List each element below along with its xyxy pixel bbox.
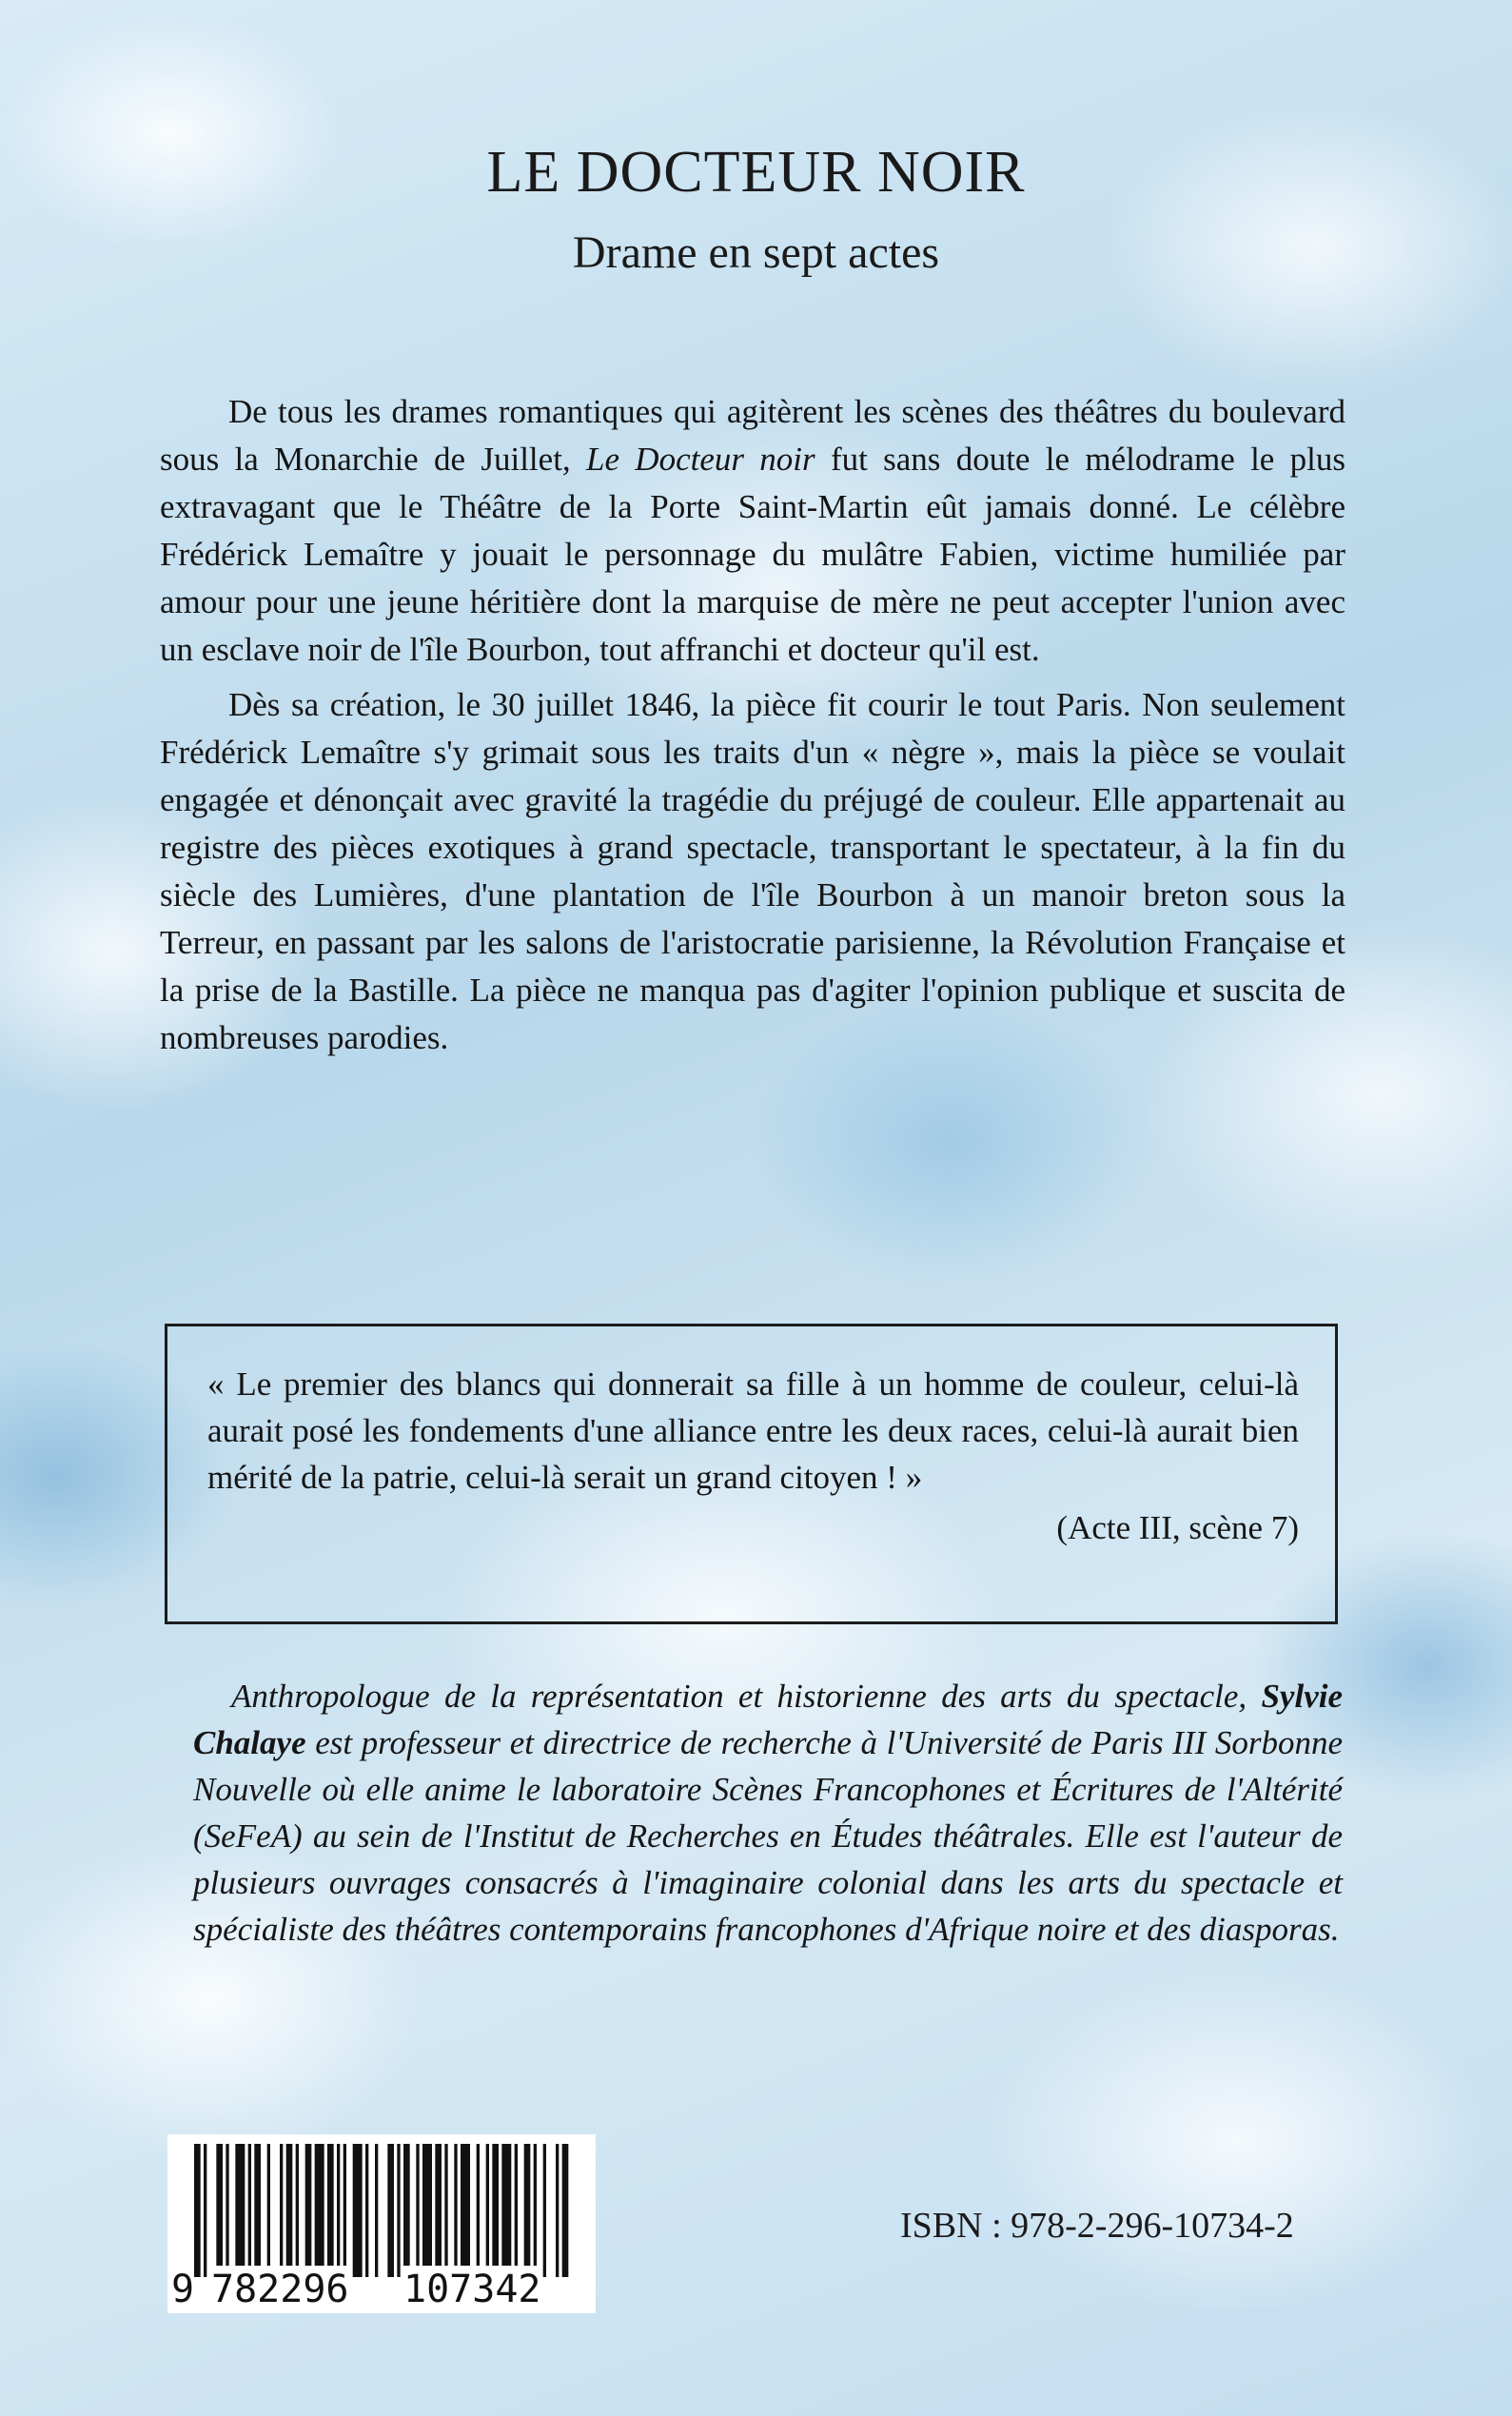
author-name: Sylvie Chalaye <box>193 1678 1343 1761</box>
barcode-bar <box>444 2144 447 2277</box>
play-title-reference: Le Docteur noir <box>585 441 815 478</box>
barcode-bar <box>501 2144 511 2277</box>
book-title: LE DOCTEUR NOIR <box>486 140 1026 205</box>
barcode-bar <box>337 2144 340 2277</box>
barcode-bar <box>267 2144 270 2277</box>
barcode-bar <box>534 2144 537 2277</box>
barcode-bar <box>397 2144 400 2277</box>
barcode-bar <box>235 2144 245 2277</box>
barcode-bar <box>204 2144 206 2277</box>
quote-text: « Le premier des blancs qui donnerait sa fille à un homme de couleur, celui-là aurait posé les fondements d'une alliance entre les deux races, celui-là aurait bien mérité de la patrie, celui-là serait un grand citoyen ! » <box>207 1365 1299 1496</box>
barcode-bar <box>365 2144 368 2277</box>
barcode-bar <box>515 2144 518 2277</box>
barcode-bar <box>387 2144 394 2277</box>
barcode-bar <box>486 2144 489 2277</box>
barcode-bars <box>194 2144 575 2277</box>
barcode-bar <box>543 2144 546 2277</box>
barcode-bar <box>375 2144 378 2277</box>
barcode-bar <box>416 2144 419 2277</box>
barcode-bar <box>454 2144 457 2277</box>
summary-paragraph-1 <box>160 388 1345 674</box>
summary-paragraph-1-end: fut sans doute le mélodrame le plus extravagant que le Théâtre de la Porte Saint-Martin eût jamais donné. Le célèbre Frédérick Lemaître y jouait le personnage du mulâtre Fabien, victime humiliée par amour pour une jeune héritière dont la marquise de mère ne peut accepter l'union avec un esclave noir de l'île Bourbon, tout affranchi et docteur qu'il est. <box>160 441 1345 668</box>
barcode-bar <box>248 2144 251 2277</box>
barcode-bar <box>524 2144 531 2277</box>
summary-paragraph-1-start: De tous les drames romantiques qui agitèrent les scènes des théâtres du boulevard sous la Monarchie de Juillet, <box>160 393 1345 478</box>
barcode-bar <box>280 2144 283 2277</box>
barcode-bar <box>461 2144 470 2277</box>
barcode-bar <box>403 2144 410 2277</box>
barcode-lead-digit: 9 <box>171 2268 195 2311</box>
barcode-left-digits: 782296 <box>211 2268 349 2311</box>
author-bio-end: est professeur et directrice de recherche à l'Université de Paris III Sorbonne Nouvelle où elle anime le laboratoire Scènes Francophones et Écritures de l'Altérité (SeFeA) au sein de l'Institut de Recherches en Études théâtrales. Elle est l'auteur de plusieurs ouvrages consacrés à l'imaginaire colonial dans les arts du spectacle et spécialiste des théâtres contemporains francophones d'Afrique noire et des diasporas. <box>193 1724 1343 1948</box>
barcode-digits <box>167 2266 596 2313</box>
barcode-right-digits: 107342 <box>403 2268 541 2311</box>
quote-reference: (Acte III, scène 7) <box>1056 1509 1299 1546</box>
barcode <box>167 2134 596 2313</box>
barcode-bar <box>296 2144 299 2277</box>
barcode-bar <box>226 2144 228 2277</box>
barcode-bar <box>315 2144 324 2277</box>
isbn-number: ISBN : 978-2-296-10734-2 <box>900 2206 1294 2246</box>
barcode-bar <box>353 2144 363 2277</box>
barcode-bar <box>286 2144 293 2277</box>
barcode-bar <box>422 2144 432 2277</box>
barcode-bar <box>305 2144 312 2277</box>
author-bio <box>193 1673 1343 1953</box>
author-bio-start: Anthropologue de la représentation et historienne des arts du spectacle, <box>231 1678 1262 1715</box>
barcode-bar <box>344 2144 346 2277</box>
barcode-bar <box>435 2144 442 2277</box>
barcode-bar <box>562 2144 569 2277</box>
barcode-bar <box>254 2144 261 2277</box>
barcode-bar <box>327 2144 334 2277</box>
barcode-bar <box>492 2144 499 2277</box>
barcode-bar <box>194 2144 201 2277</box>
summary-paragraph-2: Dès sa création, le 30 juillet 1846, la pièce fit courir le tout Paris. Non seulement Frédérick Lemaître s'y grimait sous les traits d'un « nègre », mais la pièce se voulait engagée et dénonçait avec gravité la tragédie du préjugé de couleur. Elle appartenait au registre des pièces exotiques à grand spectacle, transportant le spectateur, à la fin du siècle des Lumières, d'une plantation de l'île Bourbon à un manoir breton sous la Terreur, en passant par les salons de l'aristocratie parisienne, la Révolution Française et la prise de la Bastille. La pièce ne manqua pas d'agiter l'opinion publique et suscita de nombreuses parodies. <box>160 686 1345 1056</box>
summary-text <box>160 388 1345 1070</box>
book-subtitle: Drame en sept actes <box>572 227 940 278</box>
barcode-bar <box>216 2144 223 2277</box>
quote-box <box>165 1324 1338 1624</box>
barcode-bar <box>477 2144 480 2277</box>
barcode-bar <box>556 2144 559 2277</box>
